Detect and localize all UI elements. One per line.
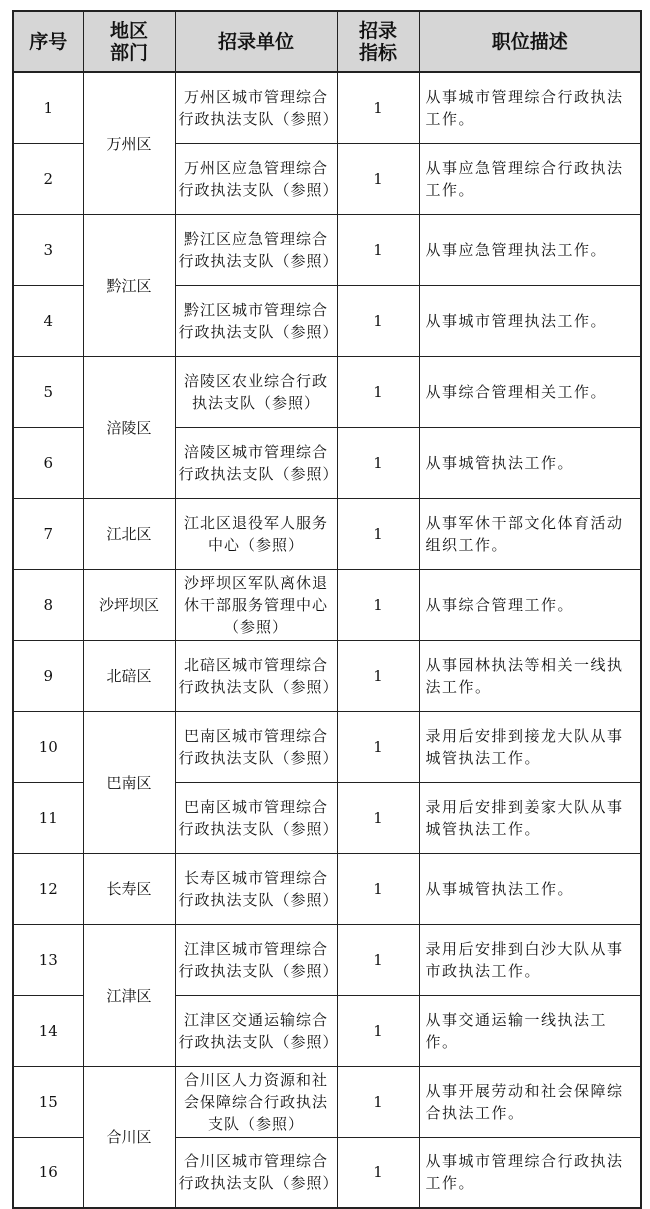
unit-cell: 巴南区城市管理综合行政执法支队（参照）: [175, 782, 337, 853]
unit-cell: 沙坪坝区军队离休退休干部服务管理中心（参照）: [175, 569, 337, 640]
row-index: 15: [13, 1066, 83, 1137]
row-index: 7: [13, 498, 83, 569]
unit-cell: 万州区城市管理综合行政执法支队（参照）: [175, 72, 337, 143]
description-cell: 录用后安排到接龙大队从事城管执法工作。: [419, 711, 641, 782]
quota-cell: 1: [337, 640, 419, 711]
header-description: 职位描述: [419, 11, 641, 72]
description-cell: 从事城市管理综合行政执法工作。: [419, 1137, 641, 1208]
header-quota-line1: 招录: [358, 19, 397, 42]
quota-cell: 1: [337, 356, 419, 427]
unit-cell: 涪陵区农业综合行政执法支队（参照）: [175, 356, 337, 427]
table-row: [13, 853, 641, 924]
region-cell: 万州区: [83, 72, 175, 214]
row-index: 12: [13, 853, 83, 924]
header-region: [83, 11, 175, 72]
description-cell: 从事交通运输一线执法工作。: [419, 995, 641, 1066]
row-index: 2: [13, 143, 83, 214]
row-index: 9: [13, 640, 83, 711]
unit-cell: 北碚区城市管理综合行政执法支队（参照）: [175, 640, 337, 711]
quota-cell: 1: [337, 853, 419, 924]
description-cell: 录用后安排到白沙大队从事市政执法工作。: [419, 924, 641, 995]
row-index: 14: [13, 995, 83, 1066]
region-cell: 江北区: [83, 498, 175, 569]
recruitment-table: [12, 10, 642, 1209]
row-index: 16: [13, 1137, 83, 1208]
header-quota: [337, 11, 419, 72]
quota-cell: 1: [337, 285, 419, 356]
row-index: 1: [13, 72, 83, 143]
table-row: [13, 498, 641, 569]
description-cell: 从事应急管理综合行政执法工作。: [419, 143, 641, 214]
header-row: [13, 11, 641, 72]
table-row: [13, 214, 641, 285]
description-cell: 从事综合管理相关工作。: [419, 356, 641, 427]
table-row: [13, 924, 641, 995]
unit-cell: 黔江区城市管理综合行政执法支队（参照）: [175, 285, 337, 356]
quota-cell: 1: [337, 498, 419, 569]
quota-cell: 1: [337, 711, 419, 782]
region-cell: 江津区: [83, 924, 175, 1066]
row-index: 6: [13, 427, 83, 498]
region-cell: 涪陵区: [83, 356, 175, 498]
table-header: [13, 11, 641, 72]
unit-cell: 江津区城市管理综合行政执法支队（参照）: [175, 924, 337, 995]
description-cell: 从事城管执法工作。: [419, 427, 641, 498]
table-row: [13, 640, 641, 711]
unit-cell: 涪陵区城市管理综合行政执法支队（参照）: [175, 427, 337, 498]
quota-cell: 1: [337, 1137, 419, 1208]
region-cell: 长寿区: [83, 853, 175, 924]
description-cell: 从事开展劳动和社会保障综合执法工作。: [419, 1066, 641, 1137]
row-index: 13: [13, 924, 83, 995]
unit-cell: 巴南区城市管理综合行政执法支队（参照）: [175, 711, 337, 782]
row-index: 11: [13, 782, 83, 853]
description-cell: 从事城市管理执法工作。: [419, 285, 641, 356]
row-index: 5: [13, 356, 83, 427]
row-index: 3: [13, 214, 83, 285]
quota-cell: 1: [337, 569, 419, 640]
unit-cell: 合川区人力资源和社会保障综合行政执法支队（参照）: [175, 1066, 337, 1137]
table-body: [13, 72, 641, 1208]
unit-cell: 万州区应急管理综合行政执法支队（参照）: [175, 143, 337, 214]
region-cell: 北碚区: [83, 640, 175, 711]
description-cell: 从事军休干部文化体育活动组织工作。: [419, 498, 641, 569]
row-index: 4: [13, 285, 83, 356]
quota-cell: 1: [337, 924, 419, 995]
quota-cell: 1: [337, 143, 419, 214]
unit-cell: 江津区交通运输综合行政执法支队（参照）: [175, 995, 337, 1066]
description-cell: 从事综合管理工作。: [419, 569, 641, 640]
quota-cell: 1: [337, 427, 419, 498]
quota-cell: 1: [337, 782, 419, 853]
row-index: 10: [13, 711, 83, 782]
quota-cell: 1: [337, 214, 419, 285]
description-cell: 录用后安排到姜家大队从事城管执法工作。: [419, 782, 641, 853]
row-index: 8: [13, 569, 83, 640]
description-cell: 从事城市管理综合行政执法工作。: [419, 72, 641, 143]
region-cell: 沙坪坝区: [83, 569, 175, 640]
quota-cell: 1: [337, 72, 419, 143]
table-row: [13, 1066, 641, 1137]
description-cell: 从事应急管理执法工作。: [419, 214, 641, 285]
region-cell: 巴南区: [83, 711, 175, 853]
quota-cell: 1: [337, 1066, 419, 1137]
unit-cell: 合川区城市管理综合行政执法支队（参照）: [175, 1137, 337, 1208]
header-quota-line2: 指标: [358, 41, 397, 64]
table-row: [13, 711, 641, 782]
header-index: 序号: [13, 11, 83, 72]
quota-cell: 1: [337, 995, 419, 1066]
table-row: [13, 569, 641, 640]
header-region-line2: 部门: [109, 41, 148, 64]
table-row: [13, 72, 641, 143]
unit-cell: 江北区退役军人服务中心（参照）: [175, 498, 337, 569]
region-cell: 黔江区: [83, 214, 175, 356]
header-region-line1: 地区: [109, 19, 148, 42]
description-cell: 从事城管执法工作。: [419, 853, 641, 924]
unit-cell: 长寿区城市管理综合行政执法支队（参照）: [175, 853, 337, 924]
table-row: [13, 356, 641, 427]
region-cell: 合川区: [83, 1066, 175, 1208]
header-unit: 招录单位: [175, 11, 337, 72]
unit-cell: 黔江区应急管理综合行政执法支队（参照）: [175, 214, 337, 285]
description-cell: 从事园林执法等相关一线执法工作。: [419, 640, 641, 711]
